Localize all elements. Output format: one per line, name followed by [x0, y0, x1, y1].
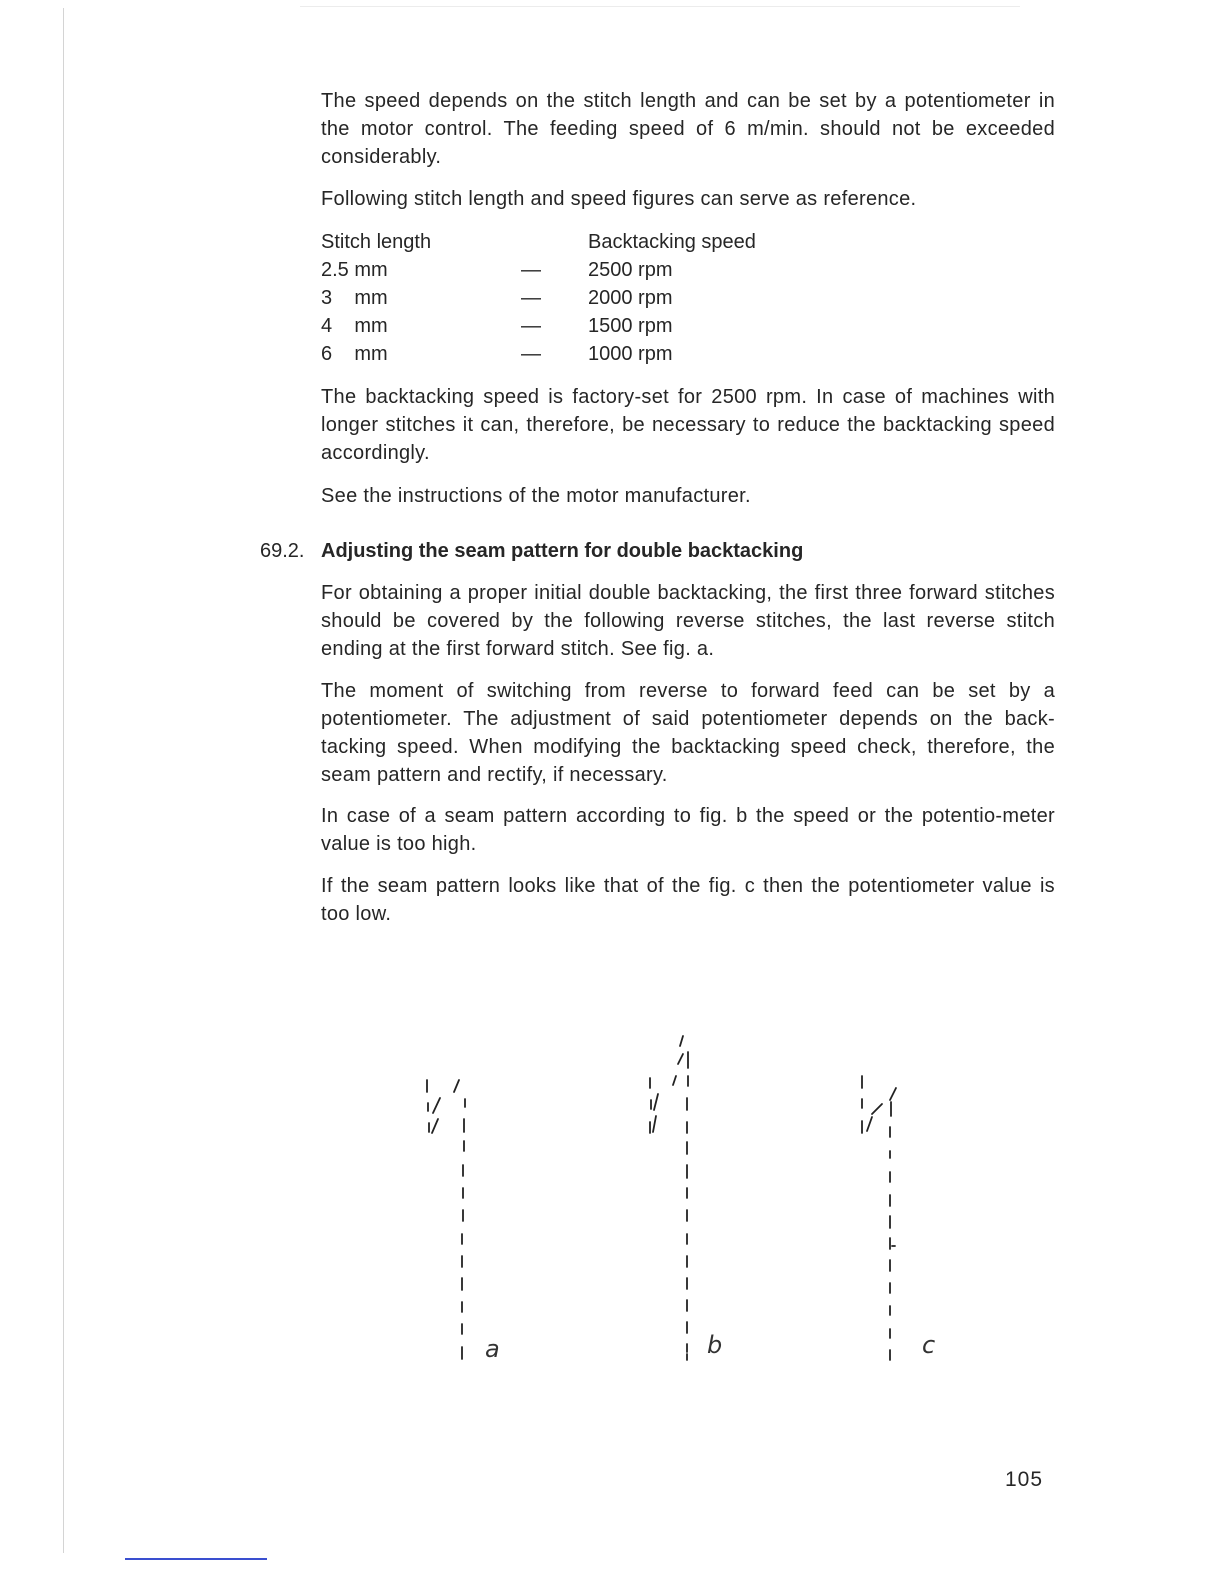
- stitch-length-value: 4 mm: [321, 315, 388, 337]
- dash: —: [521, 259, 541, 281]
- section-number: 69.2.: [260, 540, 305, 562]
- header-backtacking-speed: Backtacking speed: [588, 231, 756, 253]
- dash: —: [521, 315, 541, 337]
- section-paragraph: The moment of switching from reverse to forward feed can be set by a potentiometer. The adjustment of said potentiometer depends on the back-tacking speed. When modifying the backtacking speed check, therefore, the seam pattern and rectify, if necessary.: [321, 680, 1055, 786]
- dash: —: [521, 287, 541, 309]
- speed-value: 1000 rpm: [588, 343, 673, 365]
- speed-value: 2500 rpm: [588, 259, 673, 281]
- speed-value: 1500 rpm: [588, 315, 673, 337]
- speed-value: 2000 rpm: [588, 287, 673, 309]
- table-header: [321, 228, 1021, 256]
- scan-edge: [63, 8, 64, 1553]
- section-title: Adjusting the seam pattern for double backtacking: [321, 540, 804, 562]
- stitch-length-value: 6 mm: [321, 343, 388, 365]
- figure-label-b: b: [707, 1331, 723, 1359]
- seam-pattern-a: [427, 1080, 465, 1359]
- page-number: 105: [1005, 1468, 1044, 1491]
- section-paragraph: If the seam pattern looks like that of the fig. c then the potentiometer value is too low.: [321, 875, 1055, 925]
- header-stitch-length: Stitch length: [321, 231, 432, 253]
- table-row: [321, 340, 1021, 368]
- reference-paragraph: Following stitch length and speed figures can serve as reference.: [321, 188, 917, 210]
- figure-label-c: c: [922, 1331, 936, 1359]
- table-row: [321, 312, 1021, 340]
- factory-setting-paragraph: The backtacking speed is factory-set for 2500 rpm. In case of machines with longer stitches it can, therefore, be necessary to reduce the backtacking speed accordingly.: [321, 386, 1055, 464]
- intro-paragraph: The speed depends on the stitch length and can be set by a potentiometer in the motor control. The feeding speed of 6 m/min. should not be exceeded considerably.: [321, 90, 1055, 168]
- stitch-length-value: 2.5 mm: [321, 259, 388, 281]
- seam-pattern-figures: [360, 1020, 960, 1380]
- seam-pattern-c: [862, 1076, 896, 1360]
- seam-pattern-b: [650, 1036, 688, 1360]
- section-paragraph: In case of a seam pattern according to fig. b the speed or the potentio-meter value is too high.: [321, 805, 1055, 855]
- section-paragraph: For obtaining a proper initial double backtacking, the first three forward stitches should be covered by the following reverse stitches, the last reverse stitch ending at the first forward stitch. See fig. a.: [321, 582, 1055, 660]
- dash: —: [521, 343, 541, 365]
- scan-edge: [300, 6, 1020, 7]
- figure-label-a: a: [485, 1335, 500, 1363]
- table-row: [321, 256, 1021, 284]
- stitch-length-value: 3 mm: [321, 287, 388, 309]
- motor-instructions-paragraph: See the instructions of the motor manufacturer.: [321, 485, 751, 507]
- scan-edge-mark: [125, 1558, 267, 1560]
- table-row: [321, 284, 1021, 312]
